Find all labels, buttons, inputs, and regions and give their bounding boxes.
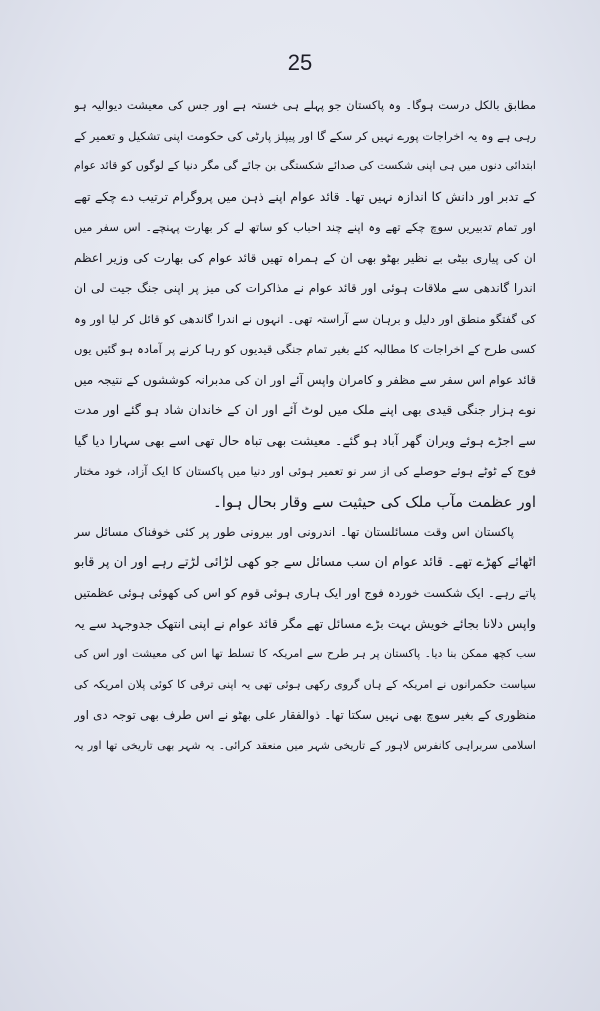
text-line: سے اجڑے ہوئے ویران گھر آباد ہو گئے۔ معیشت بھی تباہ حال تھی اسے بھی سہارا دیا گیا	[74, 432, 536, 448]
page-number: 25	[287, 50, 313, 75]
text-line: اسلامی سربراہی کانفرس لاہور کے تاریخی شہر میں منعقد کرائی۔ یہ شہر بھی تاریخی تھا اور یہ	[74, 738, 536, 752]
text-line: نوے ہزار جنگی قیدی بھی اپنے ملک میں لوٹ آئے اور ان کے خاندان شاد ہو گئے اور مدت	[74, 402, 536, 417]
text-line: اور تمام تدبیریں سوچ چکے تھے وہ اپنے چند احباب کو ساتھ لے کر بھارت پہنچے۔ اس سفر میں	[74, 220, 536, 234]
text-line: کسی طرح کے اخراجات کا مطالبہ کئے بغیر تمام جنگی قیدیوں کو رہا کرنے پر آمادہ ہو گئیں یوں	[74, 342, 536, 356]
text-line: سب کچھ ممکن بنا دیا۔ پاکستان پر ہر طرح سے امریکہ کا تسلط تھا اس کی معیشت اور اس کی	[74, 647, 536, 660]
text-line: رہی ہے وہ یہ اخراجات پورے نہیں کر سکے گا اور پیپلز پارٹی کی حکومت اپنی تشکیل و تعمیر کے	[74, 128, 536, 143]
text-line: منظوری کے بغیر سوچ بھی نہیں سکتا تھا۔ ذوالفقار علی بھٹو نے اس طرف بھی توجہ دی اور	[74, 708, 536, 722]
text-line: واپس دلانا بجائے خویش بہت بڑے مسائل تھے مگر قائد عوام نے اپنی انتھک جدوجہد سے یہ	[74, 615, 536, 631]
text-line: پاکستان اس وقت مسائلستان تھا۔ اندرونی اور بیرونی طور پر کئی خوفناک مسائل سر	[74, 525, 514, 539]
text-line: قائد عوام اس سفر سے مظفر و کامران واپس آئے اور ان کی مدبرانہ کوششوں کے نتیجہ میں	[74, 372, 536, 387]
text-line: پاتے رہے۔ ایک شکست خوردہ فوج اور ایک ہاری ہوئی قوم کو اس کی کھوئی ہوئی عظمتیں	[74, 586, 536, 600]
text-line: فوج کے ٹوٹے ہوئے حوصلے کی از سر نو تعمیر ہوئی اور دنیا میں پاکستان کا ایک آزاد، خود مختار	[74, 464, 536, 478]
text-line: اٹھائے کھڑے تھے۔ قائد عوام ان سب مسائل سے جو کھی لڑائی لڑتے رہے اور ان پر قابو	[74, 554, 536, 570]
text-line: ابتدائی دنوں میں ہی اپنی شکست کی صدائے شکستگی بن جائے گی مگر دنیا کے لوگوں کو قائد عوام	[74, 159, 536, 172]
text-line: کی گفتگو منطق اور دلیل و برہان سے آراستہ تھی۔ انہوں نے اندرا گاندھی کو قائل کر لیا اور وہ	[74, 311, 536, 326]
text-line: اور عظمت مآب ملک کی حیثیت سے وقار بحال ہوا۔	[212, 492, 536, 511]
text-line: ان کی پیاری بیٹی بے نظیر بھٹو بھی ان کے ہمراہ تھیں قائد عوام کی بھارت کی وزیر اعظم	[74, 250, 536, 265]
text-line: مطابق بالکل درست ہوگا۔ وہ پاکستان جو پہلے ہی خستہ ہے اور جس کی معیشت دیوالیہ ہو	[74, 98, 536, 112]
text-line: کے تدبر اور دانش کا اندازہ نہیں تھا۔ قائد عوام اپنے ذہن میں پروگرام ترتیب دے چکے تھے	[74, 188, 536, 204]
body-text	[74, 90, 536, 761]
text-line: سیاست حکمرانوں نے امریکہ کے ہاں گروی رکھی ہوئی تھی یہ اپنی ترقی کا کوئی پلان امریکہ کی	[74, 677, 536, 691]
text-line: اندرا گاندھی سے ملاقات ہوئی اور قائد عوام نے مذاکرات کی میز پر اپنی جنگ جیت لی ان	[74, 281, 536, 295]
